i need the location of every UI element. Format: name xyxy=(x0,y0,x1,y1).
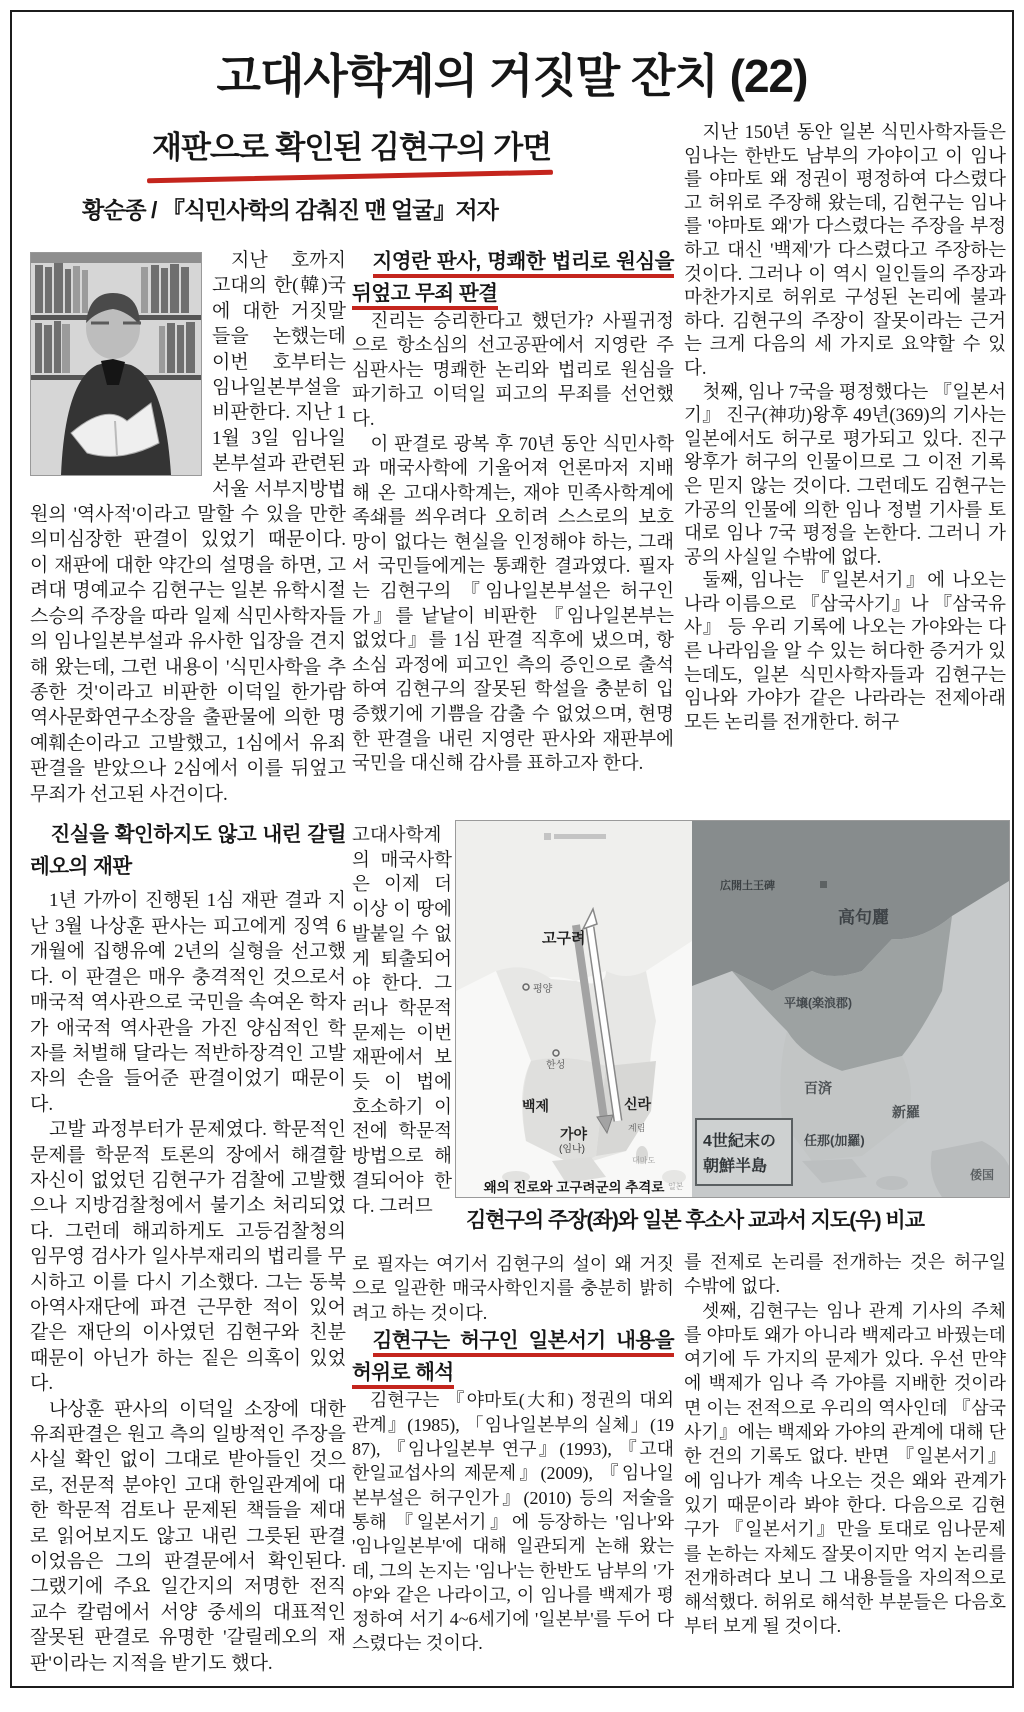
label-baekje: 백제 xyxy=(522,1098,550,1114)
left-paragraph-2: 1년 가까이 진행된 1심 재판 결과 지난 3월 나상훈 판사는 피고에게 징역 6개월에 집행유예 2년의 실형을 선고했다. 이 판결은 매우 충격적인 것으로서 매국적 역사관으로 국민을 속여온 학자가 애국적 역사관을 가진 양심적인 학자를 처벌해 달라는 적반하장격인 고발자의 손을 들어준 판결이었기 때문이다. xyxy=(30,890,346,1115)
label-goguryeo: 고구려 xyxy=(542,930,586,947)
right-paragraph-2: 첫째, 임나 7국을 평정했다는 『일본서기』 진구(神功)왕후 49년(369)의 기사는 일본에서도 허구로 평가되고 있다. 진구왕후가 허구의 인물이므로 그 이전 기록은 믿지 않는 것이다. 그런데도 김현구는 가공의 인물에 의한 임나 정벌 기사를 토대로 임나 7국 평정을 논한다. 그러니 가공의 사실일 수밖에 없다. xyxy=(684,382,1006,568)
label-gwanggaeto-stele: 広開土王碑 xyxy=(720,880,775,892)
period-label-box xyxy=(696,1119,792,1185)
map-right-fusosha xyxy=(692,821,1009,1197)
period-box-line1: 4世紀末の xyxy=(703,1133,776,1150)
label-gyerim: 계림 xyxy=(628,1123,646,1133)
left-paragraph-3: 고발 과정부터가 문제였다. 학문적인 문제를 학문적 토론의 장에서 해결할 자신이 없었던 김현구가 검찰에 고발했으나 지방검찰청에서 불기소 처리되었다. 그런데 해괴하게도 고등검찰청의 임무영 검사가 일사부재리의 법리를 무시하고 이를 다시 기소했다. 그는 동북아역사재단에 파견 근무한 적이 있어 같은 재단의 이사였던 김현구와 친분 때문이 아닌가 하는 짙은 의혹이 있었다. xyxy=(30,1119,346,1395)
author-photo-graphic xyxy=(31,253,201,475)
middle-paragraph-3a: 고대사학계의 매국사학은 이제 더 이상 이 땅에 발붙일 수 없게 퇴출되어야 한다. 그러나 학문적 문제는 이번 재판에서 보듯 이 법에 호소하기 이전에 학문적 방법으로 해결되어야 한다. 그러므 xyxy=(352,826,452,1217)
left-heading-galileo: 진실을 확인하지도 않고 내린 갈릴레오의 재판 xyxy=(30,822,346,878)
map-figure-caption: 김현구의 주장(좌)와 일본 후소사 교과서 지도(우) 비교 xyxy=(466,1209,924,1232)
middle-paragraph-2: 이 판결로 광복 후 70년 동안 식민사학과 매국사학에 기울어져 언론마저 지배해 온 고대사학계는, 재야 민족사학계에 족쇄를 씌우려다 오히려 스스로의 보호망이 없다는 현실을 인정해야 하는, 그래서 국민들에게는 통쾌한 결과였다. 필자는 김현구의 『임나일본부설은 허구인가』를 낱낱이 비판한 『임나일본부는 없었다』를 1심 판결 직후에 냈으며, 항소심 과정에 피고인 측의 증인으로 출석하여 김현구의 잘못된 학설을 충분히 입증했기에 기쁨을 감출 수 없었으며, 현명한 판결을 내린 지영란 판사와 재판부에 국민을 대신해 감사를 표하고자 한다. xyxy=(352,434,674,775)
label-wakoku: 倭国 xyxy=(970,1168,995,1182)
author-byline: 황순종 / 『식민사학의 감춰진 맨 얼굴』저자 xyxy=(82,197,498,223)
label-silla: 신라 xyxy=(624,1096,652,1112)
label-pyongyang: 평양 xyxy=(533,984,553,995)
right-paragraph-3b: 를 전제로 논리를 전개하는 것은 허구일 수밖에 없다. xyxy=(684,1252,1006,1297)
label-silla-jp: 新羅 xyxy=(892,1104,920,1120)
korea-map-right xyxy=(692,821,1009,1197)
left-paragraph-4: 나상훈 판사의 이덕일 소장에 대한 유죄판결은 원고 측의 일방적인 주장을 사실 확인 없이 그대로 받아들인 것으로, 전문적 분야인 고대 한일관계에 대한 학문적 검토나 문제된 책들을 제대로 읽어보지도 않고 내린 그릇된 판결이었음은 그의 판결문에서 확인된다. 그랬기에 주요 일간지의 저명한 전직 교수 칼럼에서 서양 중세의 대표적인 잘못된 판결로 유명한 '갈릴레오의 재판'이라는 지적을 받기도 했다. xyxy=(30,1398,346,1674)
right-paragraph-3a: 둘째, 임나는 『일본서기』에 나오는 나라 이름으로 『삼국사기』나 『삼국유사』 등 우리 기록에 나오는 가야와는 다른 나라임을 알 수 있는 허다한 증거가 있는데도, 일본 식민사학자들과 김현구는 임나와 가야가 같은 나라라는 전제아래 모든 논리를 전개한다. 허구 xyxy=(684,571,1006,733)
middle-paragraph-4: 김현구는 『야마토(大和) 정권의 대외관계』(1985), 「임나일본부의 실체」(1987), 『임나일본부 연구』(1993), 『고대 한일교섭사의 제문제』(2009), 『임나일본부설은 허구인가』(2010) 등의 저술을 통해 『일본서기』에 등장하는 '임나'와 '임나일본부'에 대해 일관되게 논해 왔는데, 그의 논지는 '임나'는 한반도 남부의 '가야'와 같은 나라이고, 이 임나를 백제가 평정하여 서기 4~6세기에 '일본부'를 두어 다스렸다는 것이다. xyxy=(352,1390,674,1654)
map-left-kim-claim xyxy=(456,821,692,1197)
page-title: 고대사학계의 거짓말 잔치 (22) xyxy=(216,50,808,102)
label-gaya: 가야 xyxy=(560,1126,588,1142)
label-baekje-jp: 百済 xyxy=(804,1080,832,1096)
left-map-inner-caption: 왜의 진로와 고구려군의 추격로 xyxy=(483,1180,665,1195)
label-hanseong: 한성 xyxy=(546,1060,566,1071)
right-column-lower xyxy=(684,1250,1006,1639)
label-imna-paren: (임나) xyxy=(559,1144,585,1155)
article-subtitle: 재판으로 확인된 김현구의 가면 xyxy=(152,130,552,165)
map-comparison-figure xyxy=(455,820,1010,1198)
korea-map-left xyxy=(456,821,692,1197)
middle-heading-nihonshoki: 김현구는 허구인 일본서기 내용을 허위로 해석 xyxy=(352,1325,674,1389)
middle-column-narrow-strip xyxy=(352,824,452,1219)
left-column xyxy=(30,248,346,1676)
period-box-line2: 朝鮮半島 xyxy=(703,1158,768,1175)
middle-paragraph-3b: 로 필자는 여기서 김현구의 설이 왜 거짓으로 일관한 매국사학인지를 충분히 밝히려고 하는 것이다. xyxy=(352,1254,674,1323)
right-column-upper xyxy=(684,122,1006,735)
left-paragraph-1: 지난 호까지 고대의 한(韓)국에 대한 거짓말들을 논했는데 이번 호부터는 임나일본부설을 비판한다. 지난 11월 3일 임나일본부설과 관련된 서울 서부지방법원의 '역사적'이라고 말할 수 있을 만한 의미심장한 판결이 있었기 때문이다. 이 재판에 대한 약간의 설명을 하면, 고려대 명예교수 김현구는 일본 유학시절 스승의 주장을 따라 일제 식민사학자들의 임나일본부설과 유사한 입장을 견지해 왔는데, 그런 내용이 '식민사학을 추종한 것'이라고 비판한 이덕일 한가람 역사문화연구소장을 출판물에 의한 명예훼손이라고 고발했고, 1심에서 유죄판결을 받았으나 2심에서 이를 뒤엎고 무죄가 선고된 사건이다. xyxy=(30,250,346,805)
right-paragraph-1: 지난 150년 동안 일본 식민사학자들은 임나는 한반도 남부의 가야이고 이 임나를 야마토 왜 정권이 평정하여 다스렸다고 허위로 주장해 왔는데, 김현구는 임나를 '야마토 왜'가 다스렸다는 주장을 부정하고 대신 '백제'가 다스렸다고 주장하는 것이다. 그러나 이 역시 일인들의 주장과 마찬가지로 허위로 구성된 논리에 불과하다. 김현구의 주장이 잘못이라는 근거는 크게 다음의 세 가지로 요약할 수 있다. xyxy=(684,123,1006,379)
label-imna-jp: 任那(加羅) xyxy=(804,1133,865,1148)
label-pyongyang-jp: 平壌(楽浪郡) xyxy=(784,996,852,1010)
label-goguryeo-jp: 高句麗 xyxy=(838,908,889,927)
middle-paragraph-1: 진리는 승리한다고 했던가? 사필귀정으로 항소심의 선고공판에서 지영란 주심판사는 명쾌한 논리와 법리로 원심을 파기하고 이덕일 피고의 무죄를 선언했다. xyxy=(352,311,674,430)
label-tsushima: 대마도 xyxy=(632,1156,656,1165)
middle-column-upper xyxy=(352,246,674,777)
label-japan: 일본 xyxy=(668,1182,684,1191)
right-paragraph-4: 셋째, 김현구는 임나 관계 기사의 주체를 야마토 왜가 아니라 백제라고 바꿨는데 여기에 두 가지의 문제가 있다. 우선 만약에 백제가 임나 즉 가야를 지배한 것이라면 이는 전적으로 우리의 역사인데 『삼국사기』에는 백제와 가야의 관계에 대해 단 한 건의 기록도 없다. 반면 『일본서기』에 임나가 계속 나오는 것은 왜와 관계가 있기 때문이라 봐야 한다. 다음으로 김현구가 『일본서기』만을 토대로 임나문제를 논하는 자체도 잘못이지만 억지 논리를 전개하려다 보니 그 내용들을 자의적으로 해석했다. 허위로 해석한 부분들은 다음호부터 보게 될 것이다. xyxy=(684,1300,1006,1637)
middle-column-lower xyxy=(352,1252,674,1656)
author-photo xyxy=(30,252,202,476)
middle-heading-judge: 지영란 판사, 명쾌한 법리로 원심을 뒤엎고 무죄 판결 xyxy=(352,246,674,310)
